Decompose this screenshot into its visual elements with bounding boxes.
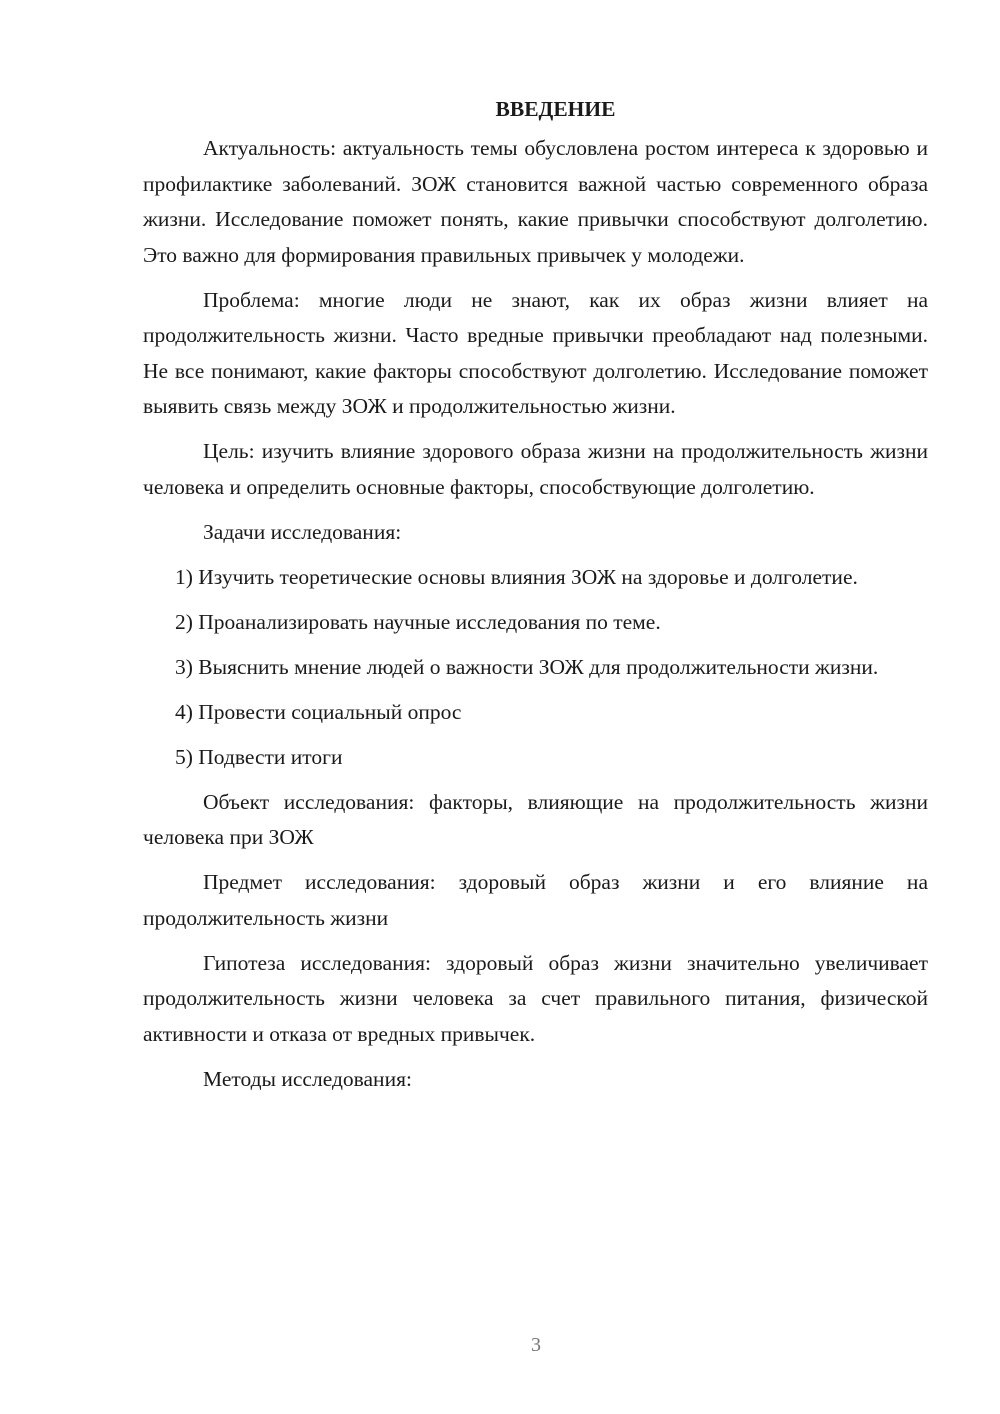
paragraph-object: Объект исследования: факторы, влияющие на продолжительность жизни человека при ЗОЖ	[143, 789, 928, 849]
paragraph-goal: Цель: изучить влияние здорового образа жизни на продолжительность жизни человека и определить основные факторы, способствующие долголетию.	[143, 439, 928, 499]
paragraph-subject: Предмет исследования: здоровый образ жизни и его влияние на продолжительность жизни	[143, 870, 928, 930]
list-item-task-2: 2) Проанализировать научные исследования по теме.	[175, 609, 661, 634]
document-page	[143, 92, 928, 1107]
paragraph-methods: Методы исследования:	[203, 1066, 412, 1091]
list-item-task-1: 1) Изучить теоретические основы влияния ЗОЖ на здоровье и долголетие.	[175, 564, 858, 589]
paragraph-relevance: Актуальность: актуальность темы обусловлена ростом интереса к здоровью и профилактике заболеваний. ЗОЖ становится важной частью современного образа жизни. Исследование поможет понять, какие привычки способствуют долголетию. Это важно для формирования правильных привычек у молодежи.	[143, 136, 928, 267]
page-title: ВВЕДЕНИЕ	[495, 97, 616, 121]
list-item-task-5: 5) Подвести итоги	[175, 744, 343, 769]
paragraph-tasks-heading: Задачи исследования:	[203, 519, 402, 544]
page-number: 3	[531, 1334, 541, 1356]
list-item-task-3: 3) Выяснить мнение людей о важности ЗОЖ для продолжительности жизни.	[175, 654, 879, 679]
paragraph-problem: Проблема: многие люди не знают, как их образ жизни влияет на продолжительность жизни. Часто вредные привычки преобладают над полезными. Не все понимают, какие факторы способствуют долголетию. Исследование поможет выявить связь между ЗОЖ и продолжительностью жизни.	[143, 287, 928, 418]
paragraph-hypothesis: Гипотеза исследования: здоровый образ жизни значительно увеличивает продолжительность жизни человека за счет правильного питания, физической активности и отказа от вредных привычек.	[143, 950, 928, 1046]
list-item-task-4: 4) Провести социальный опрос	[175, 699, 462, 724]
